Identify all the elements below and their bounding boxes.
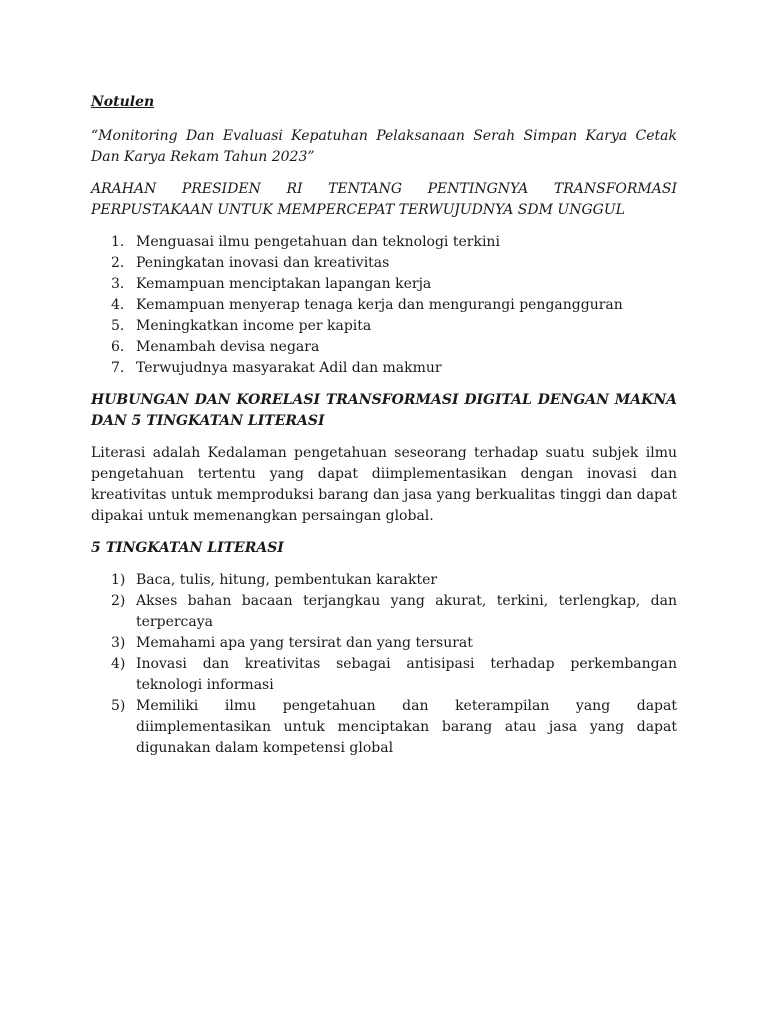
section-heading-hubungan: HUBUNGAN DAN KORELASI TRANSFORMASI DIGITAL DENGAN MAKNA DAN 5 TINGKATAN LITERASI bbox=[91, 392, 677, 429]
list-item-text: Baca, tulis, hitung, pembentukan karakter bbox=[136, 572, 438, 588]
list-item-text: Memahami apa yang tersirat dan yang tersurat bbox=[136, 635, 473, 651]
list-item bbox=[91, 696, 677, 759]
list-item bbox=[91, 274, 677, 295]
list-item-number: 4) bbox=[111, 656, 126, 672]
list-item-text: Memiliki ilmu pengetahuan dan keterampilan yang dapat diimplementasikan untuk menciptakan barang atau jasa yang dapat digunakan dalam kompetensi global bbox=[136, 698, 677, 756]
list-item-number: 5. bbox=[111, 318, 125, 334]
list-item-number: 1) bbox=[111, 572, 126, 588]
literasi-paragraph: Literasi adalah Kedalaman pengetahuan seseorang terhadap suatu subjek ilmu pengetahuan tertentu yang dapat diimplementasikan dengan inovasi dan kreativitas untuk memproduksi barang dan jasa yang berkualitas tinggi dan dapat dipakai untuk memenangkan persaingan global. bbox=[91, 445, 677, 524]
list-item bbox=[91, 654, 677, 696]
list-item-text: Meningkatkan income per kapita bbox=[136, 318, 372, 334]
list-item-text: Akses bahan bacaan terjangkau yang akurat, terkini, terlengkap, dan terpercaya bbox=[136, 593, 677, 630]
list-item-number: 2. bbox=[111, 255, 125, 271]
list-item-text: Menguasai ilmu pengetahuan dan teknologi terkini bbox=[136, 234, 500, 250]
list-item-number: 1. bbox=[111, 234, 125, 250]
list-item bbox=[91, 358, 677, 379]
tingkatan-list bbox=[91, 570, 677, 759]
list-item bbox=[91, 591, 677, 633]
list-item-number: 4. bbox=[111, 297, 125, 313]
list-item-number: 3) bbox=[111, 635, 126, 651]
list-item-text: Kemampuan menyerap tenaga kerja dan mengurangi pengangguran bbox=[136, 297, 623, 313]
list-item bbox=[91, 253, 677, 274]
list-item-text: Terwujudnya masyarakat Adil dan makmur bbox=[136, 360, 442, 376]
list-item-number: 5) bbox=[111, 698, 126, 714]
list-item-number: 6. bbox=[111, 339, 125, 355]
list-item-number: 7. bbox=[111, 360, 125, 376]
list-item-text: Menambah devisa negara bbox=[136, 339, 320, 355]
list-item-text: Peningkatan inovasi dan kreativitas bbox=[136, 255, 390, 271]
list-item-number: 3. bbox=[111, 276, 125, 292]
list-item bbox=[91, 232, 677, 253]
list-item-text: Inovasi dan kreativitas sebagai antisipasi terhadap perkembangan teknologi informasi bbox=[136, 656, 677, 693]
list-item bbox=[91, 570, 677, 591]
document-title: Notulen bbox=[91, 94, 155, 110]
list-item bbox=[91, 337, 677, 358]
document-body bbox=[91, 92, 677, 770]
list-item bbox=[91, 633, 677, 654]
section-heading-tingkatan: 5 TINGKATAN LITERASI bbox=[91, 540, 284, 556]
arahan-list bbox=[91, 232, 677, 379]
list-item bbox=[91, 316, 677, 337]
document-subtitle: “Monitoring Dan Evaluasi Kepatuhan Pelaksanaan Serah Simpan Karya Cetak Dan Karya Rekam Tahun 2023” bbox=[91, 128, 677, 165]
list-item bbox=[91, 295, 677, 316]
list-item-number: 2) bbox=[111, 593, 126, 609]
list-item-text: Kemampuan menciptakan lapangan kerja bbox=[136, 276, 432, 292]
section-heading-arahan: ARAHAN PRESIDEN RI TENTANG PENTINGNYA TRANSFORMASI PERPUSTAKAAN UNTUK MEMPERCEPAT TERWUJUDNYA SDM UNGGUL bbox=[91, 181, 677, 218]
